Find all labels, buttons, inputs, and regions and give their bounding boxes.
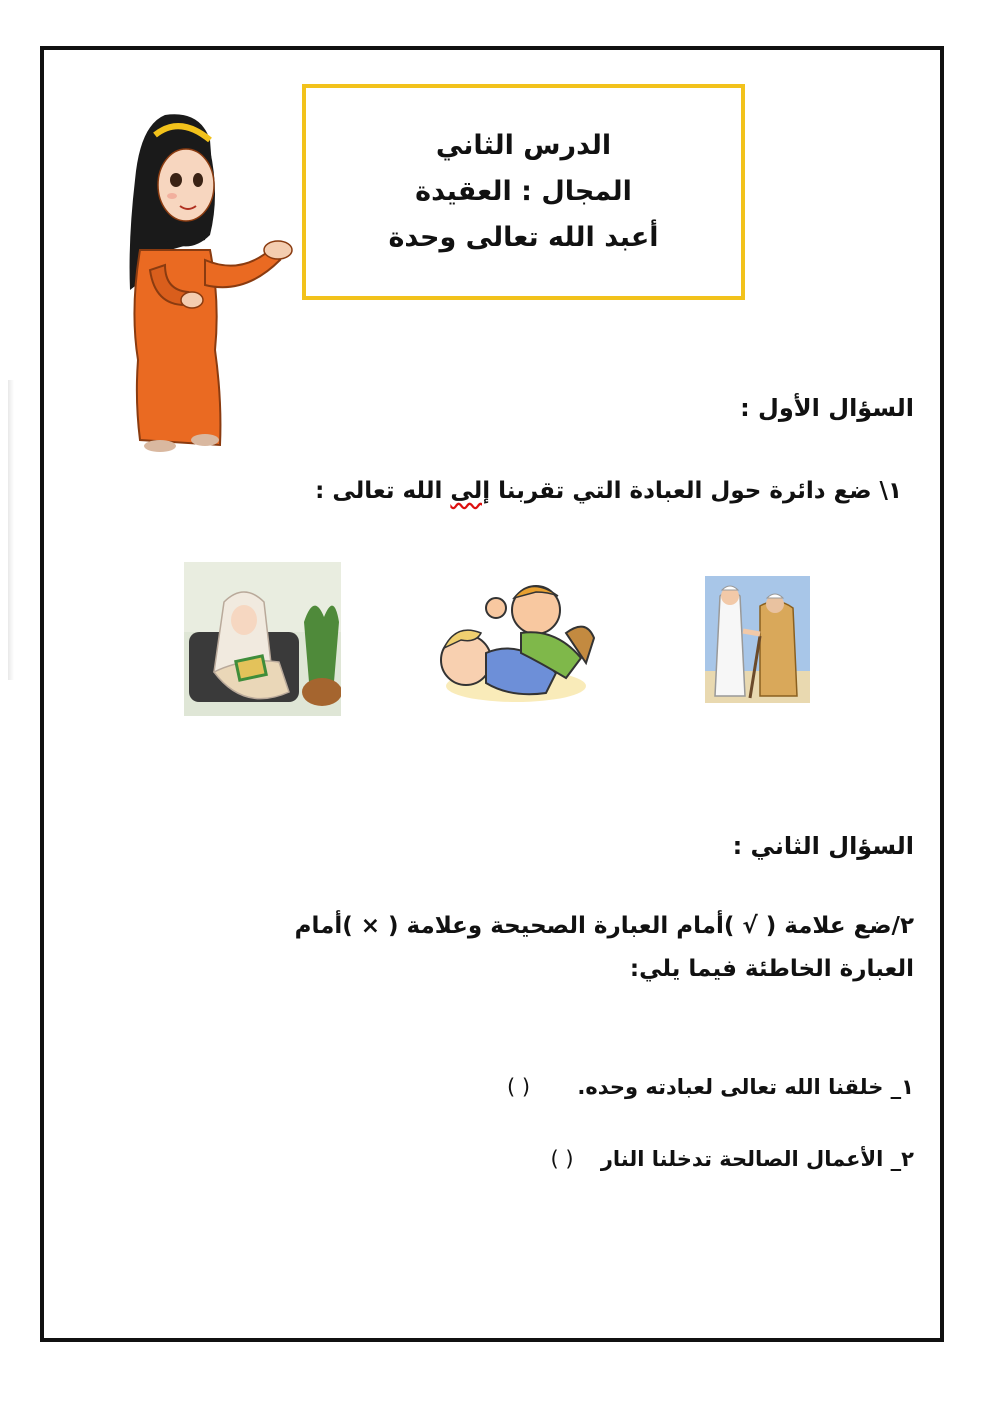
- scan-edge-shadow: [8, 380, 14, 680]
- lesson-number: الدرس الثاني: [435, 130, 612, 161]
- question-1-instruction-suffix: الله تعالى :: [315, 478, 451, 504]
- question-2-instruction-line-2: العبارة الخاطئة فيما يلي:: [629, 956, 914, 982]
- lesson-domain: المجال : العقيدة: [415, 176, 632, 207]
- statement-text: ٢_ الأعمال الصالحة تدخلنا النار: [600, 1147, 914, 1171]
- question-1-instruction: [315, 478, 902, 504]
- helping-elderly-picture[interactable]: [705, 576, 810, 703]
- question-1-instruction-underlined: إلى: [450, 478, 491, 504]
- question-1-instruction-prefix: ١\ ضع دائرة حول العبادة التي تقربنا: [490, 478, 902, 504]
- lesson-title: أعبد الله تعالى وحدة: [388, 222, 659, 253]
- kids-fighting-picture[interactable]: [436, 578, 598, 706]
- girl-teacher-illustration: [110, 100, 295, 455]
- true-false-item: [550, 1147, 914, 1171]
- statement-text: ١_ خلقنا الله تعالى لعبادته وحده.: [577, 1075, 914, 1099]
- question-1-heading: السؤال الأول :: [740, 394, 914, 422]
- girl-reading-quran-picture[interactable]: [184, 562, 341, 716]
- question-2-heading: السؤال الثاني :: [732, 832, 914, 860]
- answer-blank[interactable]: ( ): [550, 1147, 574, 1171]
- question-2-instruction-line-1: ٢/ضع علامة ( √ )أمام العبارة الصحيحة وعلامة ( × )أمام: [294, 913, 914, 939]
- lesson-title-box: [302, 84, 745, 300]
- true-false-item: [507, 1075, 914, 1099]
- answer-blank[interactable]: ( ): [507, 1075, 531, 1099]
